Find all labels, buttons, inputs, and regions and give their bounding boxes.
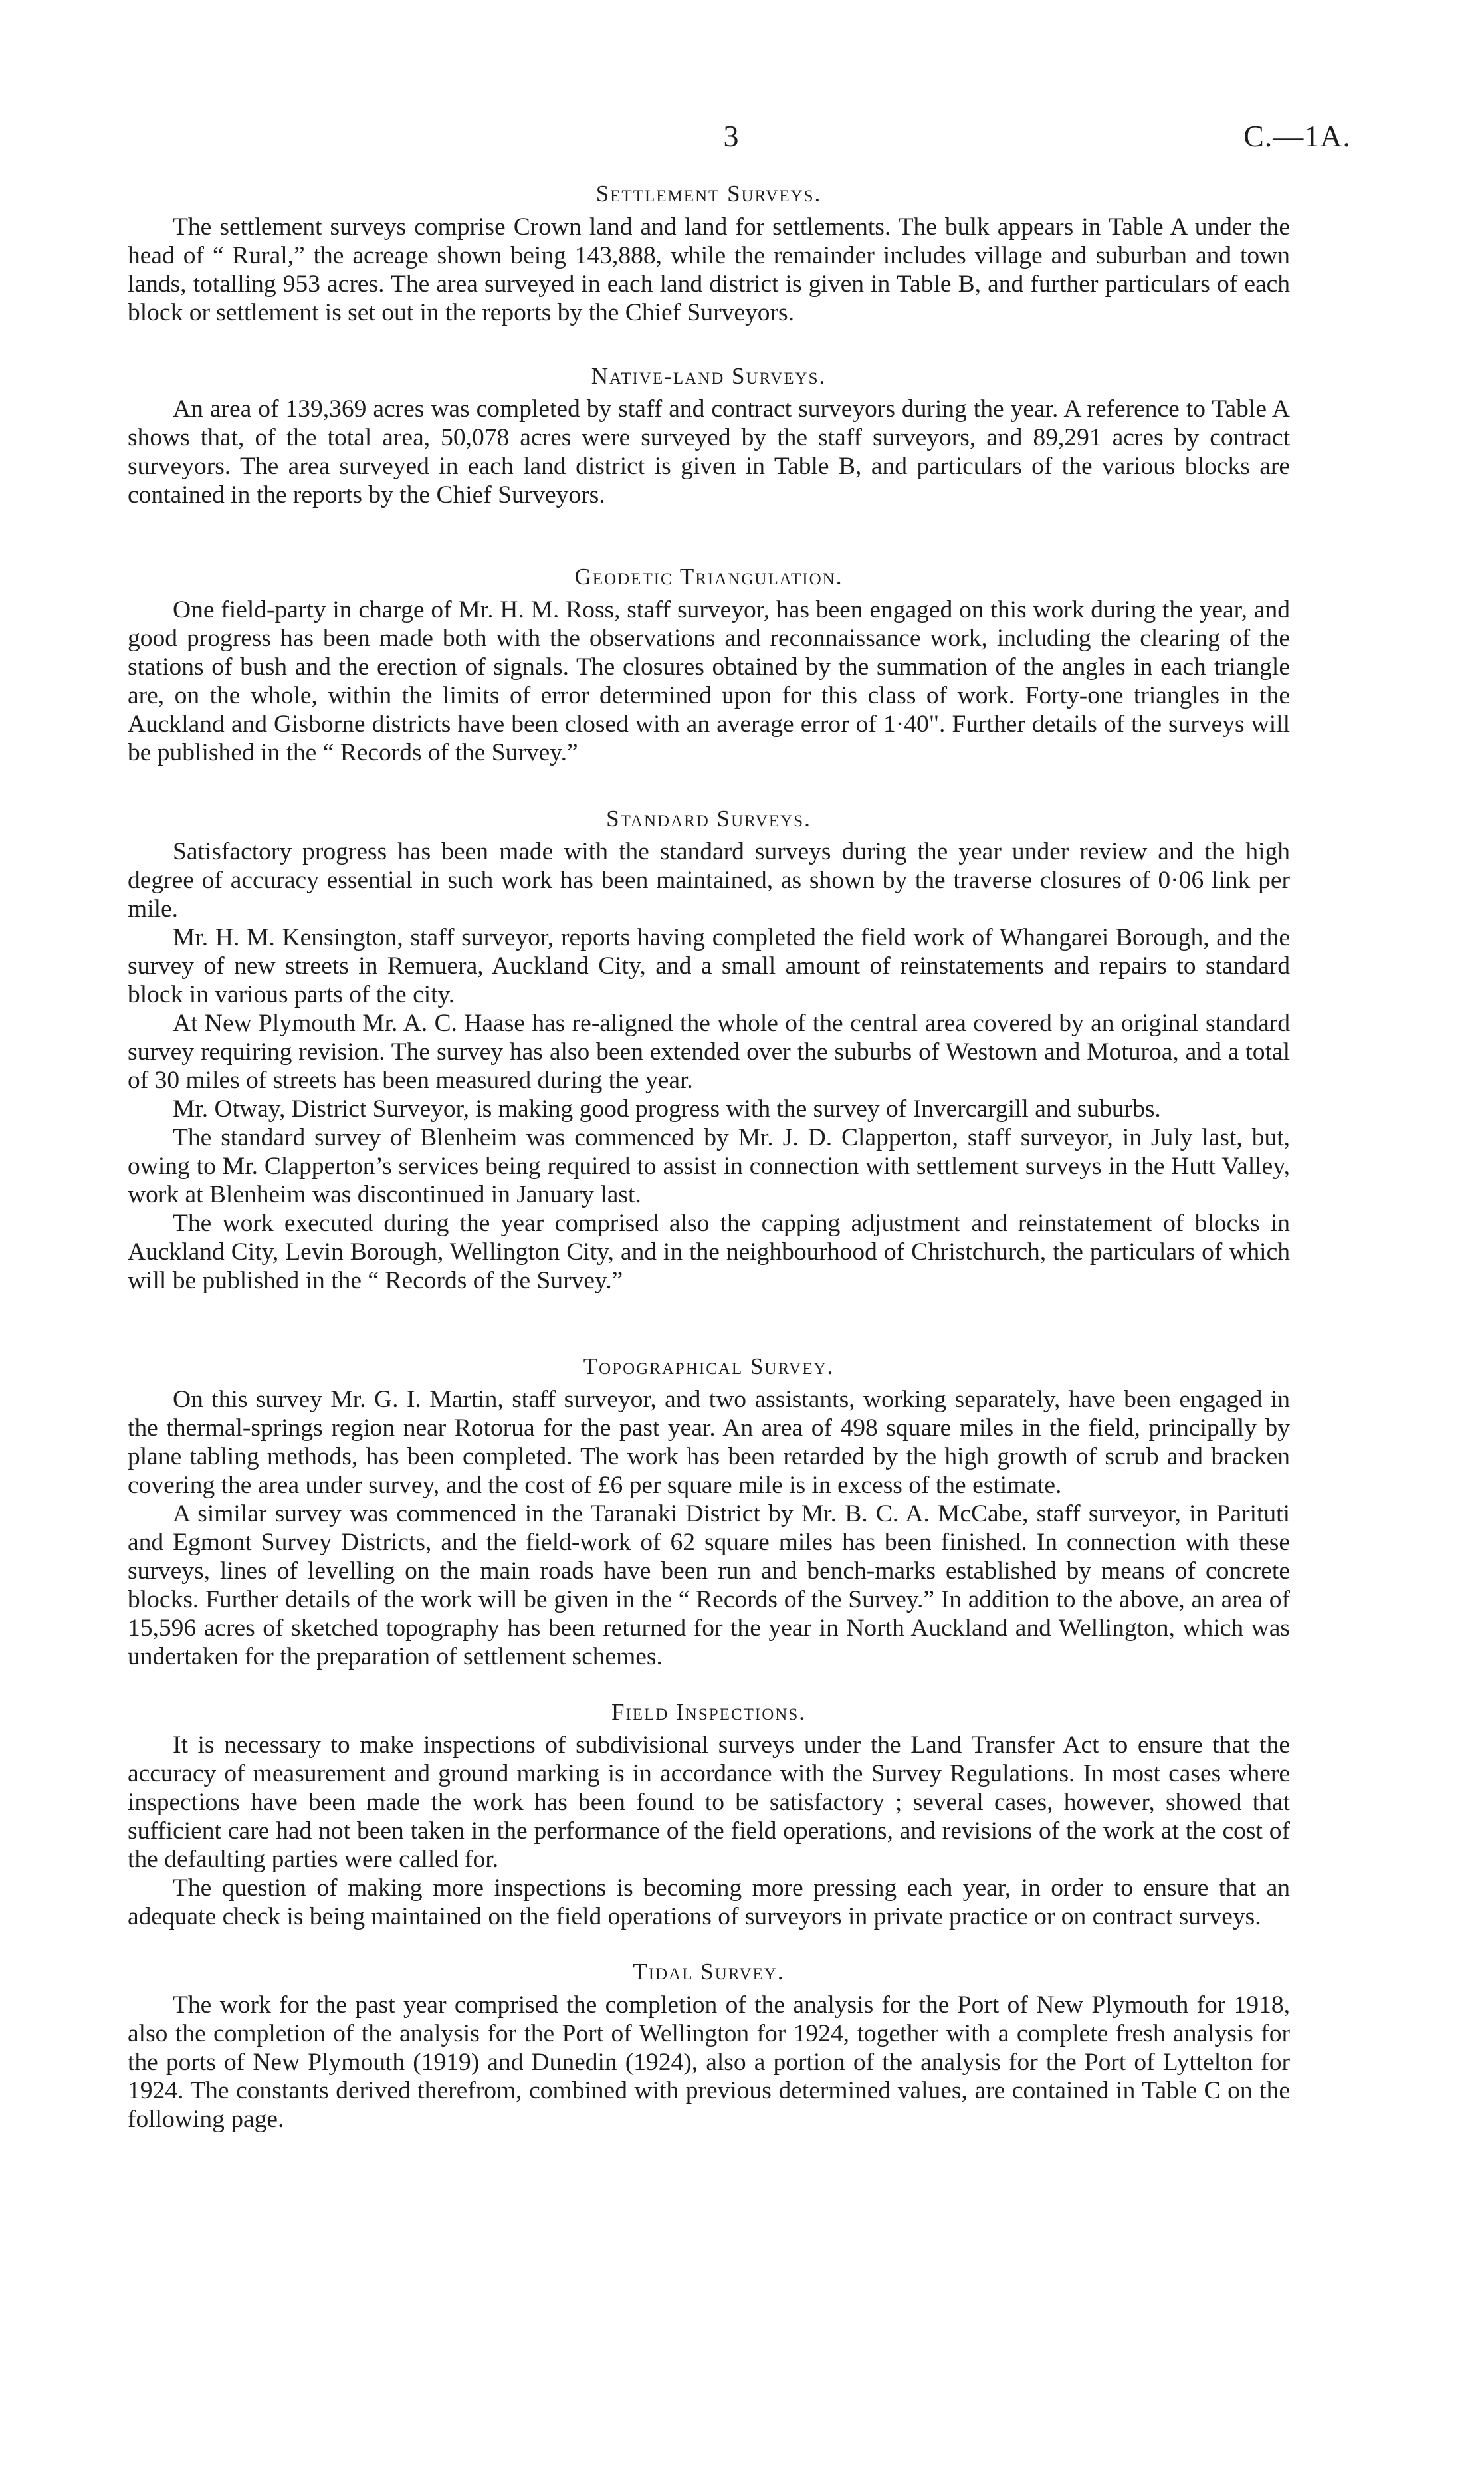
section-tidal-survey [128,1958,1290,2134]
paragraph: The work executed during the year comprised also the capping adjustment and reinstatement of blocks in Auckland City, Levin Borough, Wellington City, and in the neighbourhood of Christchurch, the particulars of which will be published in the “ Records of the Survey.” [128,1210,1290,1294]
section-geodetic-triangulation [128,562,1290,767]
paragraph: The work for the past year comprised the completion of the analysis for the Port of New Plymouth for 1918, also the completion of the analysis for the Port of Wellington for 1924, together with a complete fresh analysis for the ports of New Plymouth (1919) and Dunedin (1924), also a portion of the analysis for the Port of Lyttelton for 1924. The constants derived therefrom, combined with previous determined values, are contained in Table C on the following page. [128,1991,1290,2133]
section-heading: Topographical Survey. [583,1353,835,1379]
paragraph: An area of 139,369 acres was completed by staff and contract surveyors during the year. A reference to Table A shows that, of the total area, 50,078 acres were surveyed by the staff surveyors, and 89,291 acres by contract surveyors. The area surveyed in each land district is given in Table B, and particulars of the various blocks are contained in the reports by the Chief Surveyors. [128,395,1290,508]
paragraph: At New Plymouth Mr. A. C. Haase has re-aligned the whole of the central area covered by an original standard survey requiring revision. The survey has also been extended over the suburbs of Westown and Moturoa, and a total of 30 miles of streets has been measured during the year. [128,1010,1290,1094]
section-heading: Settlement Surveys. [595,181,822,207]
document-reference: C.—1A. [1243,119,1351,153]
paragraph: On this survey Mr. G. I. Martin, staff surveyor, and two assistants, working separately, have been engaged in the thermal-springs region near Rotorua for the past year. An area of 498 square miles in the field, principally by plane tabling methods, has been completed. The work has been retarded by the high growth of scrub and bracken covering the area under survey, and the cost of £6 per square mile is in excess of the estimate. [128,1386,1290,1499]
paragraph: The standard survey of Blenheim was commenced by Mr. J. D. Clapperton, staff surveyor, in July last, but, owing to Mr. Clapperton’s services being required to assist in connection with settlement surveys in the Hutt Valley, work at Blenheim was discontinued in January last. [128,1124,1290,1208]
paragraph: A similar survey was commenced in the Taranaki District by Mr. B. C. A. McCabe, staff surveyor, in Parituti and Egmont Survey Districts, and the field-work of 62 square miles has been finished. In connection with these surveys, lines of levelling on the main roads have been run and bench-marks established by means of concrete blocks. Further details of the work will be given in the “ Records of the Survey.” In addition to the above, an area of 15,596 acres of sketched topography has been returned for the year in North Auckland and Wellington, which was undertaken for the preparation of settlement schemes. [128,1500,1290,1670]
section-standard-surveys [128,804,1290,1295]
section-topographical-survey [128,1352,1290,1671]
section-heading: Geodetic Triangulation. [574,564,843,590]
section-settlement-surveys [128,179,1290,327]
paragraph: One field-party in charge of Mr. H. M. Ross, staff surveyor, has been engaged on this work during the year, and good progress has been made both with the observations and reconnaissance work, including the clearing of the stations of bush and the erection of signals. The closures obtained by the summation of the angles in each triangle are, on the whole, within the limits of error determined upon for this class of work. Forty-one triangles in the Auckland and Gisborne districts have been closed with an average error of 1·40". Further details of the surveys will be published in the “ Records of the Survey.” [128,596,1290,766]
paragraph: It is necessary to make inspections of subdivisional surveys under the Land Transfer Act to ensure that the accuracy of measurement and ground marking is in accordance with the Survey Regulations. In most cases where inspections have been made the work has been found to be satisfactory ; several cases, however, showed that sufficient care had not been taken in the performance of the field operations, and revisions of the work at the cost of the defaulting parties were called for. [128,1732,1290,1873]
section-native-land-surveys [128,362,1290,509]
section-field-inspections [128,1698,1290,1931]
page-body [128,179,1290,2134]
paragraph: Mr. Otway, District Surveyor, is making good progress with the survey of Invercargill and suburbs. [173,1095,1161,1123]
paragraph: Mr. H. M. Kensington, staff surveyor, reports having completed the field work of Whangarei Borough, and the survey of new streets in Remuera, Auckland City, and a small amount of reinstatements and repairs to standard block in various parts of the city. [128,924,1290,1008]
section-heading: Tidal Survey. [633,1959,785,1985]
paragraph: Satisfactory progress has been made with the standard surveys during the year under review and the high degree of accuracy essential in such work has been maintained, as shown by the traverse closures of 0·06 link per mile. [128,838,1290,923]
page-number: 3 [723,119,739,153]
paragraph: The question of making more inspections is becoming more pressing each year, in order to ensure that an adequate check is being maintained on the field operations of surveyors in private practice or on contract surveys. [128,1874,1290,1930]
section-heading: Standard Surveys. [606,806,811,832]
section-heading: Native-land Surveys. [591,363,827,389]
section-heading: Field Inspections. [611,1699,806,1725]
paragraph: The settlement surveys comprise Crown land and land for settlements. The bulk appears in Table A under the head of “ Rural,” the acreage shown being 143,888, while the remainder includes village and suburban and town lands, totalling 953 acres. The area surveyed in each land district is given in Table B, and further particulars of each block or settlement is set out in the reports by the Chief Surveyors. [128,213,1290,326]
